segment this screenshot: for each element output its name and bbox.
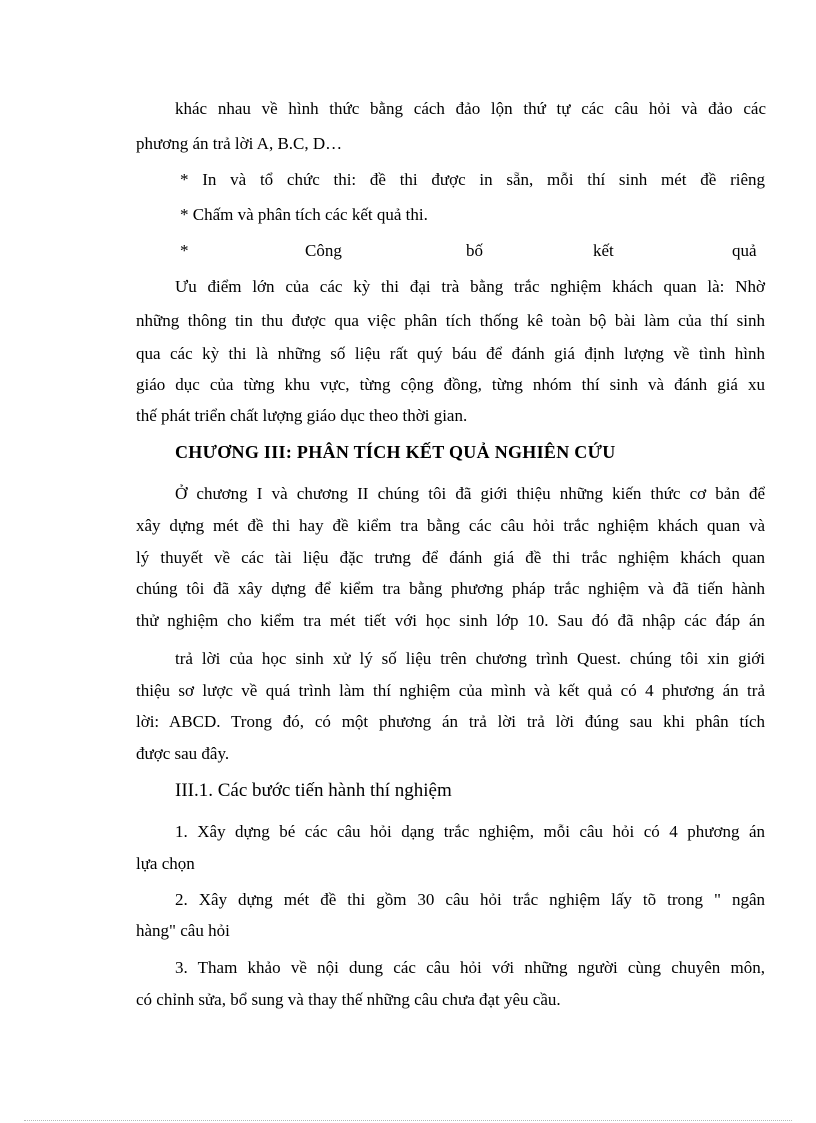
list-item-line: có chỉnh sửa, bổ sung và thay thế những câu chưa đạt yêu cầu. xyxy=(136,990,561,1009)
paragraph-line: giáo dục của từng khu vực, từng cộng đồng, từng nhóm thí sinh và đánh giá xu xyxy=(136,375,765,394)
bullet-word: bố xyxy=(466,241,483,260)
bullet-marker: * xyxy=(180,241,189,260)
paragraph-line: xây dựng mét đề thi hay đề kiểm tra bằng các câu hỏi trắc nghiệm khách quan và xyxy=(136,516,765,535)
bullet-word: quả xyxy=(732,241,757,260)
list-item-line: lựa chọn xyxy=(136,854,195,873)
paragraph-line: thử nghiệm cho kiểm tra mét tiết với học sinh lớp 10. Sau đó đã nhập các đáp án xyxy=(136,611,765,630)
paragraph-line: chúng tôi đã xây dựng để kiểm tra bằng phương pháp trắc nghiệm và đã tiến hành xyxy=(136,579,765,598)
list-item-line: hàng" câu hỏi xyxy=(136,921,230,940)
list-item-line: 2. Xây dựng mét đề thi gồm 30 câu hỏi trắc nghiệm lấy tõ trong " ngân xyxy=(175,890,765,909)
paragraph-line: Ở chương I và chương II chúng tôi đã giới thiệu những kiến thức cơ bản để xyxy=(175,484,765,503)
paragraph-line: lời: ABCD. Trong đó, có một phương án trả lời trả lời đúng sau khi phân tích xyxy=(136,712,765,731)
paragraph-line: trả lời của học sinh xử lý số liệu trên chương trình Quest. chúng tôi xin giới xyxy=(175,649,765,668)
paragraph-line: thế phát triển chất lượng giáo dục theo thời gian. xyxy=(136,406,468,425)
list-item-line: 3. Tham khảo về nội dung các câu hỏi với những người cùng chuyên môn, xyxy=(175,958,765,977)
bullet-word: kết xyxy=(593,241,614,260)
section-heading: III.1. Các bước tiến hành thí nghiệm xyxy=(175,780,452,801)
list-item-line: 1. Xây dựng bé các câu hỏi dạng trắc nghiệm, mỗi câu hỏi có 4 phương án xyxy=(175,822,765,841)
bullet-line: * Chấm và phân tích các kết quả thi. xyxy=(180,205,428,224)
paragraph-line: được sau đây. xyxy=(136,744,230,763)
bullet-word: Công xyxy=(305,241,342,260)
paragraph-line: lý thuyết về các tài liệu đặc trưng để đánh giá đề thi trắc nghiệm khách quan xyxy=(136,548,765,567)
paragraph-line: khác nhau về hình thức bằng cách đảo lộn thứ tự các câu hỏi và đảo các xyxy=(175,99,766,118)
chapter-heading: CHƯƠNG III: PHÂN TÍCH KẾT QUẢ NGHIÊN CỨU xyxy=(175,442,616,462)
paragraph-line: Ưu điểm lớn của các kỳ thi đại trà bằng trắc nghiệm khách quan là: Nhờ xyxy=(175,277,765,296)
bullet-line: * In và tổ chức thi: đề thi được in sẵn, mỗi thí sinh mét đề riêng xyxy=(180,170,765,189)
paragraph-line: qua các kỳ thi là những số liệu rất quý báu để đánh giá định lượng về tình hình xyxy=(136,344,765,363)
paragraph-line: thiệu sơ lược về quá trình làm thí nghiệm của mình và kết quả có 4 phương án trả xyxy=(136,681,765,700)
paragraph-line: phương án trả lời A, B.C, D… xyxy=(136,134,343,153)
page-bottom-divider xyxy=(24,1120,792,1121)
paragraph-line: những thông tin thu được qua việc phân tích thống kê toàn bộ bài làm của thí sinh xyxy=(136,311,765,330)
